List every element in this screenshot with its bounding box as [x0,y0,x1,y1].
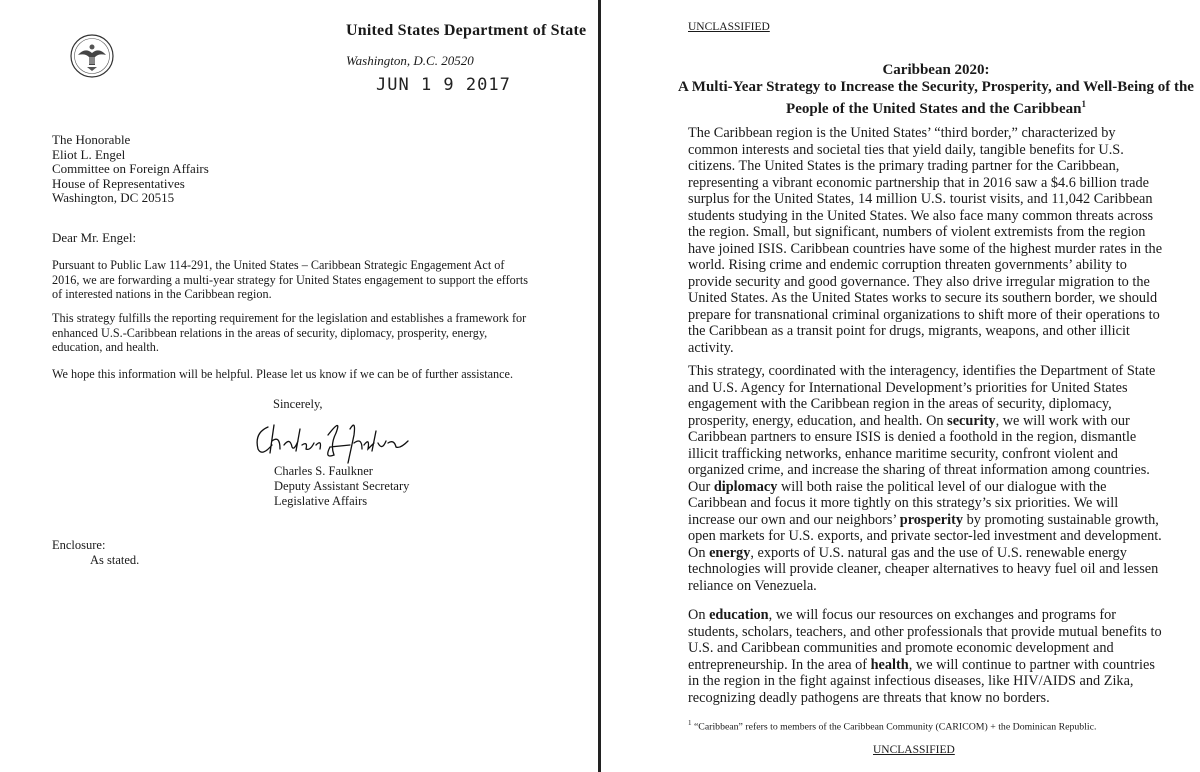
title-text: A Multi-Year Strategy to Increase the Security, Prosperity, and Well-Being of the People of the United States and the Caribbean [678,79,1194,117]
footnote-marker: 1 [1081,99,1086,109]
strategy-page [602,0,1200,772]
footnote-number: 1 [688,719,692,727]
strategy-paragraph-3 [688,607,1168,706]
recipient-line: The Honorable [52,132,131,147]
keyword-security: security [947,412,996,429]
text-run: by promoting sustainable growth, open markets for U.S. exports, and private sector-led investment and development. On [688,511,1162,561]
department-city: Washington, D.C. 20520 [346,53,474,68]
salutation: Dear Mr. Engel: [52,230,137,245]
text-run: , we will focus our resources on exchanges and programs for students, scholars, teachers, and other professionals that provide mutual benefits to U.S. and Caribbean communities and promote economic development and entrepreneurship. In the area of [688,607,1162,673]
text-run: On [688,607,710,623]
recipient-line: Eliot L. Engel [52,146,126,162]
text-run: , we will continue to partner with countries in the region in the fight against infectious diseases, like HIV/AIDS and Zika, recognizing deadly pathogens are threats that know no borders. [688,656,1155,706]
cover-letter-page [0,0,598,772]
classification-marking-bottom: UNCLASSIFIED [873,744,955,756]
department-name: United States Department of State [346,22,587,39]
recipient-line: Committee on Foreign Affairs [52,161,209,177]
keyword-diplomacy: diplomacy [713,478,778,495]
title-line-1: Caribbean 2020: [882,62,990,78]
letter-paragraph: Pursuant to Public Law 114-291, the United States – Caribbean Strategic Engagement Act of 2016, we are forwarding a multi-year strategy for United States engagement to support the efforts of interested nations in the Caribbean region. [52,258,528,302]
title-line-2 [672,79,1200,118]
signer-name: Charles S. Faulkner [274,464,373,478]
strategy-title [672,62,1200,118]
enclosure-value: As stated. [90,552,140,567]
closing: Sincerely, [273,397,323,411]
text-run: will both raise the political level of our dialogue with the Caribbean and focus it more tightly on this strategy’s six priorities. We will increase our own and our neighbors’ [688,478,1119,528]
enclosure-label: Enclosure: [52,538,106,552]
state-department-seal-icon [68,33,116,79]
letter-paragraph: This strategy fulfills the reporting requirement for the legislation and establishes a framework for enhanced U.S.-Caribbean relations in the areas of security, diplomacy, prosperity, energy, education, and health. [52,311,527,355]
date-stamp: JUN 1 9 2017 [376,75,511,95]
footnote-text: “Caribbean” refers to members of the Caribbean Community (CARICOM) + the Dominican Republic. [691,721,1097,733]
keyword-energy: energy [709,544,751,561]
text-run: , we will work with our Caribbean partners to ensure ISIS is denied a foothold in the region, dismantle illicit trafficking networks, enhance maritime security, confront violent and organized crime, and increase the sharing of threat information among countries. Our [688,412,1150,495]
classification-marking-top: UNCLASSIFIED [688,21,770,33]
recipient-line: House of Representatives [52,175,185,191]
signer-block [274,464,409,509]
footnote [688,719,1096,732]
enclosure-block [52,538,139,567]
signer-office: Legislative Affairs [274,494,368,508]
text-run: This strategy, coordinated with the interagency, identifies the Department of State and U.S. Agency for International Development’s priorities for United States engagement with the Caribbean region in the areas of security, diplomacy, prosperity, energy, education, and health. On [688,363,1156,429]
handwritten-signature-icon [250,415,420,465]
recipient-address [52,133,372,206]
keyword-education: education [709,607,769,623]
recipient-line: Washington, DC 20515 [52,190,175,206]
strategy-paragraph-2 [688,363,1168,594]
signer-title: Deputy Assistant Secretary [274,479,410,493]
text-run: , exports of U.S. natural gas and the use of U.S. renewable energy technologies will provide cleaner, cheaper alternatives to heavy fuel oil and lessen reliance on Venezuela. [688,544,1159,594]
strategy-paragraph-1: The Caribbean region is the United States’ “third border,” characterized by common interests and societal ties that yield daily, tangible benefits for U.S. citizens. The United States is the primary trading partner for the Caribbean, representing a vibrant economic partnership that in 2016 saw a $4.6 billion trade surplus for the United States, 14 million U.S. tourist visits, and 11,042 Caribbean students studying in the United States. We also face many common threats across the region. Small, but significant, numbers of violent extremists from the region have joined ISIS. Caribbean countries have some of the highest murder rates in the world. Rising crime and endemic corruption threaten governments’ ability to provide security and good governance. They also drive irregular migration to the United States. As the United States works to secure its southern border, we should prepare for transnational criminal organizations to shift more of their operations to the Caribbean as a transit point for drugs, migrants, weapons, and other illicit activity. [688,125,1163,356]
letter-paragraph: We hope this information will be helpful. Please let us know if we can be of further assistance. [52,367,513,381]
keyword-health: health [870,656,909,673]
page-divider [598,0,601,772]
keyword-prosperity: prosperity [899,511,964,528]
